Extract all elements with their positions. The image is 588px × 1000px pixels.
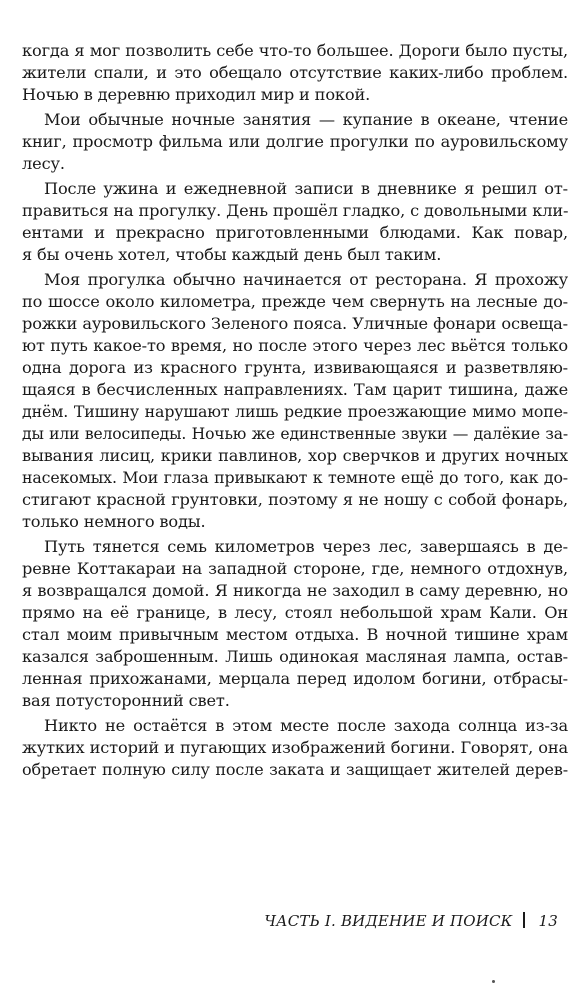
text-line: ревне Коттакараи на западной стороне, где, немного отдохнув, <box>22 559 568 578</box>
text-line: ентами и прекрасно приготовленными блюдами. Как повар, <box>22 223 568 242</box>
text-line: рожки ауровильского Зеленого пояса. Уличные фонари освеща- <box>22 314 568 333</box>
text-line: когда я мог позволить себе что-то большее. Дороги было пусты, <box>22 41 568 60</box>
text-line: обретает полную силу после заката и защищает жителей дерев- <box>22 760 568 779</box>
text-line: стигают красной грунтовки, поэтому я не ношу с собой фонарь, <box>22 490 568 509</box>
paragraph <box>22 178 568 266</box>
text-line: прямо на её границе, в лесу, стоял небольшой храм Кали. Он <box>22 603 568 622</box>
text-line: лесу. <box>22 154 65 173</box>
text-line: вая потусторонний свет. <box>22 691 230 710</box>
page-number: 13 <box>538 912 558 930</box>
text-line: по шоссе около километра, прежде чем свернуть на лесные до- <box>22 292 568 311</box>
text-line: Моя прогулка обычно начинается от ресторана. Я прохожу <box>44 270 568 289</box>
paragraph <box>22 109 568 175</box>
text-line: насекомых. Мои глаза привыкают к темноте ещё до того, как до- <box>22 468 568 487</box>
text-line: я бы очень хотел, чтобы каждый день был таким. <box>22 245 442 264</box>
text-line: книг, просмотр фильма или долгие прогулки по ауровильскому <box>22 132 568 151</box>
text-line: жутких историй и пугающих изображений богини. Говорят, она <box>22 738 568 757</box>
text-line: ют путь какое-то время, но после этого через лес вьётся только <box>22 336 568 355</box>
text-line: Мои обычные ночные занятия — купание в океане, чтение <box>44 110 568 129</box>
paragraph <box>22 40 568 106</box>
paragraph <box>22 536 568 712</box>
paragraph <box>22 715 568 781</box>
text-line: щаяся в бесчисленных направлениях. Там царит тишина, даже <box>22 380 568 399</box>
book-page <box>22 40 568 784</box>
text-line: только немного воды. <box>22 512 206 531</box>
text-line: Ночью в деревню приходил мир и покой. <box>22 85 371 104</box>
text-line: стал моим привычным местом отдыха. В ночной тишине храм <box>22 625 568 644</box>
text-line: жители спали, и это обещало отсутствие каких-либо проблем. <box>22 63 568 82</box>
text-line: Путь тянется семь километров через лес, завершаясь в де- <box>44 537 568 556</box>
section-title: ЧАСТЬ I. ВИДЕНИЕ И ПОИСК <box>264 912 513 930</box>
text-line: После ужина и ежедневной записи в дневнике я решил от- <box>44 179 568 198</box>
text-line: казался заброшенным. Лишь одинокая масляная лампа, остав- <box>22 647 568 666</box>
text-line: ленная прихожанами, мерцала перед идолом богини, отбрасы- <box>22 669 568 688</box>
text-line: правиться на прогулку. День прошёл гладко, с довольными кли- <box>22 201 569 220</box>
print-speck <box>492 980 495 983</box>
text-line: одна дорога из красного грунта, извивающаяся и разветвляю- <box>22 358 568 377</box>
text-line: я возвращался домой. Я никогда не заходил в саму деревню, но <box>22 581 568 600</box>
footer-separator <box>523 912 525 928</box>
paragraph <box>22 269 568 533</box>
running-footer <box>264 912 558 930</box>
text-line: Никто не остаётся в этом месте после захода солнца из-за <box>44 716 568 735</box>
text-line: ды или велосипеды. Ночью же единственные звуки — далёкие за- <box>22 425 568 443</box>
text-line: вывания лисиц, крики павлинов, хор сверчков и других ночных <box>22 446 568 465</box>
text-line: днём. Тишину нарушают лишь редкие проезжающие мимо мопе- <box>22 402 568 421</box>
